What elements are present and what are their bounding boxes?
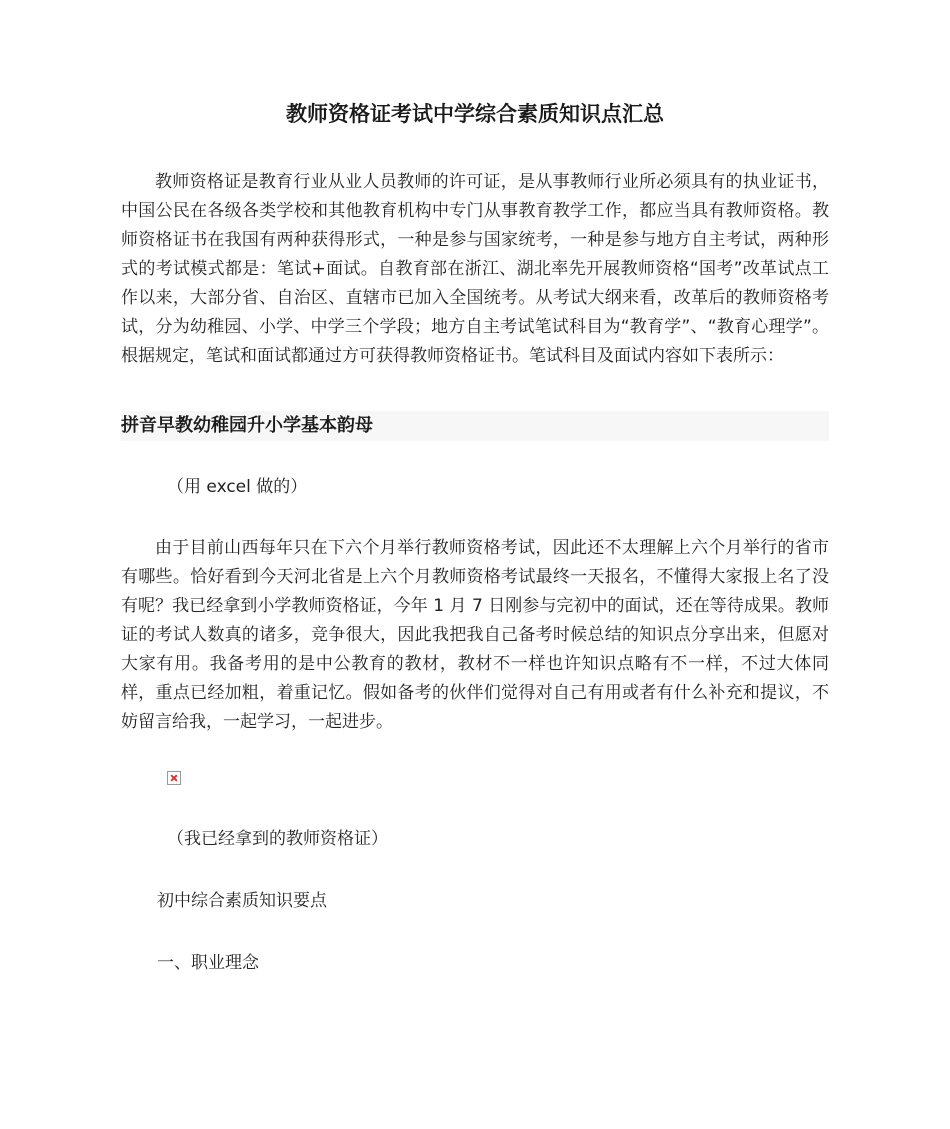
document-page [121, 96, 829, 978]
excel-note: （用 excel 做的） [167, 477, 308, 497]
certificate-caption: （我已经拿到的教师资格证） [167, 829, 388, 849]
document-title: 教师资格证考试中学综合素质知识点汇总 [286, 102, 664, 126]
broken-image-icon [167, 771, 181, 785]
intro-paragraph: 教师资格证是教育行业从业人员教师的许可证，是从事教师行业所必须具有的执业证书，中国公民在各级各类学校和其他教育机构中专门从事教育教学工作，都应当具有教师资格。教师资格证书在我国有两种获得形式，一种是参与国家统考，一种是参与地方自主考试，两种形式的考试模式都是：笔试+面试。自教育部在浙江、湖北率先开展教师资格“国考”改革试点工作以来，大部分省、自治区、直辖市已加入全国统考。从考试大纲来看，改革后的教师资格考试，分为幼稚园、小学、中学三个学段；地方自主考试笔试科目为“教育学”、“教育心理学”。根据规定，笔试和面试都通过方可获得教师资格证书。笔试科目及面试内容如下表所示： [121, 172, 829, 366]
section-item-title: 一、职业理念 [157, 953, 259, 973]
section-heading: 拼音早教幼稚园升小学基本韵母 [121, 411, 829, 441]
body-paragraph: 由于目前山西每年只在下六个月举行教师资格考试，因此还不太理解上六个月举行的省市有哪些。恰好看到今天河北省是上六个月教师资格考试最终一天报名，不懂得大家报上名了没有呢？我已经拿到小学教师资格证，今年 1 月 7 日刚参与完初中的面试，还在等待成果。教师证的考试人数真的诸多，竞争很大，因此我把我自己备考时候总结的知识点分享出来，但愿对大家有用。我备考用的是中公教育的教材，教材不一样也许知识点略有不一样，不过大体同样，重点已经加粗，着重记忆。假如备考的伙伴们觉得对自己有用或者有什么补充和提议，不妨留言给我，一起学习，一起进步。 [121, 538, 829, 732]
subsection-title: 初中综合素质知识要点 [157, 891, 327, 911]
